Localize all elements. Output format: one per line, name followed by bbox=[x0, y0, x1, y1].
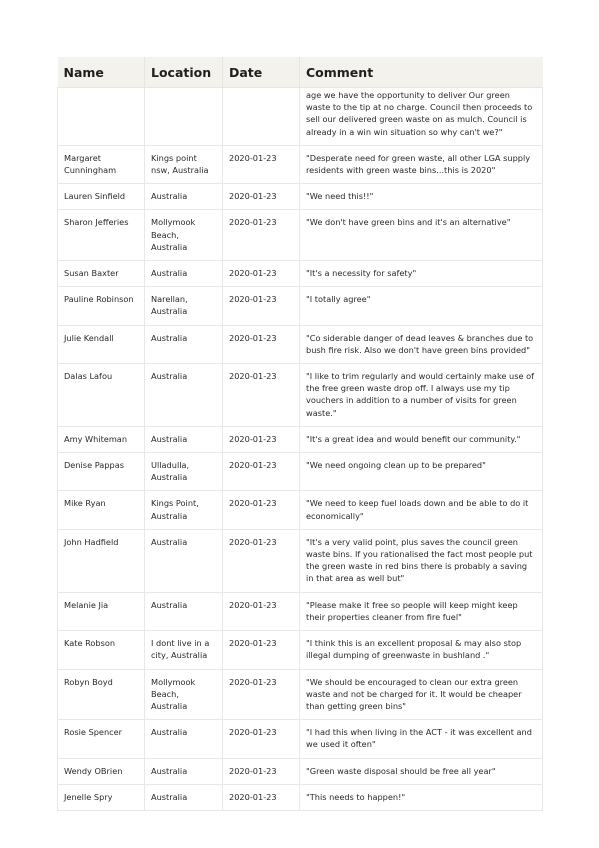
table-row bbox=[58, 529, 543, 592]
header-row bbox=[58, 57, 543, 88]
cell-comment: "I think this is an excellent proposal & may also stop illegal dumping of greenwaste in bushland ." bbox=[300, 631, 543, 669]
cell-location: Australia bbox=[145, 758, 223, 784]
table-row bbox=[58, 784, 543, 810]
cell-location: Australia bbox=[145, 261, 223, 287]
cell-name: Lauren Sinfield bbox=[58, 184, 145, 210]
cell-name: Pauline Robinson bbox=[58, 287, 145, 325]
cell-name: John Hadfield bbox=[58, 529, 145, 592]
cell-name: Rosie Spencer bbox=[58, 720, 145, 758]
cell-comment: "We should be encouraged to clean our extra green waste and not be charged for it. It would be cheaper than getting green bins" bbox=[300, 669, 543, 720]
cell-date: 2020-01-23 bbox=[223, 325, 300, 363]
table-row bbox=[58, 592, 543, 630]
cell-comment: "We need ongoing clean up to be prepared" bbox=[300, 453, 543, 491]
cell-comment: "We need this!!" bbox=[300, 184, 543, 210]
cell-date: 2020-01-23 bbox=[223, 184, 300, 210]
signatures-table-container bbox=[57, 57, 542, 811]
cell-name: Mike Ryan bbox=[58, 491, 145, 529]
cell-comment: "Desperate need for green waste, all other LGA supply residents with green waste bins...this is 2020" bbox=[300, 145, 543, 183]
column-header-date: Date bbox=[223, 57, 300, 88]
cell-name: Susan Baxter bbox=[58, 261, 145, 287]
cell-location: Australia bbox=[145, 592, 223, 630]
cell-comment: age we have the opportunity to deliver Our green waste to the tip at no charge. Council then proceeds to sell our delivered green waste on as mulch. Council is already in a win win situation so why can't we?" bbox=[300, 88, 543, 146]
table-row bbox=[58, 364, 543, 427]
cell-location: Australia bbox=[145, 364, 223, 427]
table-row bbox=[58, 631, 543, 669]
cell-name: Melanie Jia bbox=[58, 592, 145, 630]
cell-name: Sharon Jefferies bbox=[58, 210, 145, 261]
cell-location: Mollymook Beach, Australia bbox=[145, 669, 223, 720]
column-header-location: Location bbox=[145, 57, 223, 88]
cell-date: 2020-01-23 bbox=[223, 784, 300, 810]
cell-comment: "I like to trim regularly and would certainly make use of the free green waste drop off. I always use my tip vouchers in addition to a number of visits for green waste." bbox=[300, 364, 543, 427]
cell-date: 2020-01-23 bbox=[223, 364, 300, 427]
cell-location: Kings point nsw, Australia bbox=[145, 145, 223, 183]
cell-date: 2020-01-23 bbox=[223, 758, 300, 784]
table-row bbox=[58, 758, 543, 784]
cell-location: Narellan, Australia bbox=[145, 287, 223, 325]
cell-comment: "Please make it free so people will keep might keep their properties cleaner from fire fuel" bbox=[300, 592, 543, 630]
column-header-comment: Comment bbox=[300, 57, 543, 88]
table-row bbox=[58, 453, 543, 491]
table-row bbox=[58, 325, 543, 363]
cell-name: Julie Kendall bbox=[58, 325, 145, 363]
cell-date bbox=[223, 88, 300, 146]
cell-comment: "This needs to happen!" bbox=[300, 784, 543, 810]
cell-comment: "Co siderable danger of dead leaves & branches due to bush fire risk. Also we don't have green bins provided" bbox=[300, 325, 543, 363]
cell-name: Robyn Boyd bbox=[58, 669, 145, 720]
cell-name: Amy Whiteman bbox=[58, 426, 145, 452]
cell-location bbox=[145, 88, 223, 146]
table-header bbox=[58, 57, 543, 88]
cell-comment: "We don't have green bins and it's an alternative" bbox=[300, 210, 543, 261]
cell-comment: "It's a very valid point, plus saves the council green waste bins. If you rationalised the fact most people put the green waste in red bins there is probably a saving in that area as well but" bbox=[300, 529, 543, 592]
cell-location: Australia bbox=[145, 325, 223, 363]
table-row bbox=[58, 491, 543, 529]
cell-location: Australia bbox=[145, 529, 223, 592]
cell-date: 2020-01-23 bbox=[223, 210, 300, 261]
table-body bbox=[58, 88, 543, 811]
cell-comment: "Green waste disposal should be free all year" bbox=[300, 758, 543, 784]
cell-date: 2020-01-23 bbox=[223, 261, 300, 287]
cell-name: Denise Pappas bbox=[58, 453, 145, 491]
cell-date: 2020-01-23 bbox=[223, 669, 300, 720]
cell-date: 2020-01-23 bbox=[223, 529, 300, 592]
cell-date: 2020-01-23 bbox=[223, 453, 300, 491]
cell-location: Kings Point, Australia bbox=[145, 491, 223, 529]
cell-comment: "We need to keep fuel loads down and be able to do it economically" bbox=[300, 491, 543, 529]
cell-name: Wendy OBrien bbox=[58, 758, 145, 784]
cell-location: I dont live in a city, Australia bbox=[145, 631, 223, 669]
cell-comment: "I totally agree" bbox=[300, 287, 543, 325]
cell-comment: "It's a great idea and would benefit our community." bbox=[300, 426, 543, 452]
table-row bbox=[58, 210, 543, 261]
cell-location: Australia bbox=[145, 784, 223, 810]
cell-date: 2020-01-23 bbox=[223, 720, 300, 758]
cell-location: Mollymook Beach, Australia bbox=[145, 210, 223, 261]
cell-date: 2020-01-23 bbox=[223, 287, 300, 325]
table-row bbox=[58, 669, 543, 720]
column-header-name: Name bbox=[58, 57, 145, 88]
cell-date: 2020-01-23 bbox=[223, 592, 300, 630]
cell-name: Jenelle Spry bbox=[58, 784, 145, 810]
table-row bbox=[58, 88, 543, 146]
signatures-table bbox=[57, 57, 543, 811]
table-row bbox=[58, 287, 543, 325]
cell-name: Kate Robson bbox=[58, 631, 145, 669]
table-row bbox=[58, 184, 543, 210]
cell-name: Dalas Lafou bbox=[58, 364, 145, 427]
cell-date: 2020-01-23 bbox=[223, 491, 300, 529]
cell-date: 2020-01-23 bbox=[223, 426, 300, 452]
table-row bbox=[58, 720, 543, 758]
cell-name: Margaret Cunningham bbox=[58, 145, 145, 183]
cell-location: Australia bbox=[145, 720, 223, 758]
cell-location: Ulladulla, Australia bbox=[145, 453, 223, 491]
cell-location: Australia bbox=[145, 426, 223, 452]
cell-name bbox=[58, 88, 145, 146]
cell-location: Australia bbox=[145, 184, 223, 210]
cell-comment: "I had this when living in the ACT - it was excellent and we used it often" bbox=[300, 720, 543, 758]
table-row bbox=[58, 426, 543, 452]
cell-date: 2020-01-23 bbox=[223, 145, 300, 183]
table-row bbox=[58, 261, 543, 287]
cell-comment: "It's a necessity for safety" bbox=[300, 261, 543, 287]
table-row bbox=[58, 145, 543, 183]
cell-date: 2020-01-23 bbox=[223, 631, 300, 669]
